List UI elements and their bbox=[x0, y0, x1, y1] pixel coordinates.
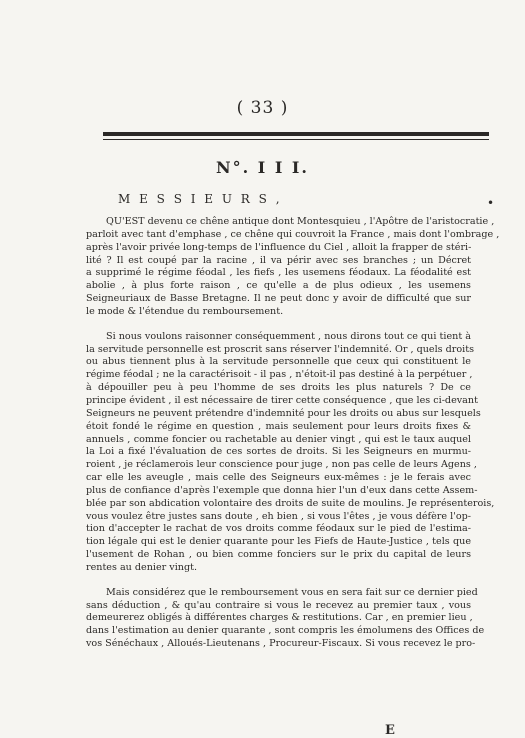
signature-mark: E bbox=[385, 723, 395, 738]
text-line: a supprimé le régime féodal , les fiefs , les usemens féodaux. La féodalité est bbox=[86, 267, 471, 279]
paragraph bbox=[86, 216, 500, 319]
text-line: QU'EST devenu ce chêne antique dont Montesquieu , l'Apôtre de l'aristocratie , bbox=[106, 216, 495, 227]
text-line: Mais considérez que le remboursement vous en sera fait sur ce dernier pied bbox=[106, 586, 478, 598]
text-line: la Loi a fixé l'évaluation de ces sortes de droits. Si les Seigneurs en murmu- bbox=[86, 446, 471, 458]
text-line: vos Sénéchaux , Alloués-Lieutenans , Procureur-Fiscaux. Si vous recevez le pro- bbox=[86, 638, 476, 650]
text-line: le mode & l'étendue du remboursement. bbox=[86, 305, 284, 317]
text-line: régime féodal ; ne la caractérisoit - il pas , n'étoit-il pas destiné à la perpétuer , bbox=[86, 369, 473, 381]
page-number: ( 33 ) bbox=[236, 98, 289, 118]
text-line: tion d'accepter le rachat de vos droits comme féodaux sur le pied de l'estima- bbox=[86, 523, 471, 535]
text-line: plus de confiance d'après l'exemple que donna hier l'un d'eux dans cette Assem- bbox=[86, 484, 478, 496]
paragraph-gap bbox=[86, 575, 471, 587]
body-text bbox=[86, 216, 500, 651]
text-line: vous voulez être justes sans doute , eh bien , si vous l'êtes , je vous défère l'op- bbox=[86, 510, 471, 522]
text-line: Si nous voulons raisonner conséquemment , nous dirons tout ce qui tient à bbox=[106, 330, 471, 342]
text-line: annuels , comme foncier ou rachetable au denier vingt , qui est le taux auquel bbox=[86, 433, 471, 445]
text-line: étoit fondé le régime en question , mais seulement pour leurs droits fixes & bbox=[86, 420, 471, 432]
text-line: Seigneuriaux de Basse Bretagne. Il ne peut donc y avoir de difficulté que sur bbox=[86, 293, 471, 305]
text-line: rentes au denier vingt. bbox=[86, 561, 197, 573]
text-line: principe évident , il est nécessaire de tirer cette conséquence , que les ci-devant bbox=[86, 394, 478, 406]
text-line: Seigneurs ne peuvent prétendre d'indemnité pour les droits ou abus sur lesquels bbox=[86, 407, 481, 419]
text-line: dans l'estimation au denier quarante , sont compris les émolumens des Offices de bbox=[86, 625, 485, 637]
text-line: l'usement de Rohan , ou bien comme fonciers sur le prix du capital de leurs bbox=[86, 549, 471, 561]
document-heading: N°. I I I. bbox=[216, 158, 309, 177]
text-line: après l'avoir privée long-temps de l'influence du Ciel , alloit la frapper de stéri- bbox=[86, 241, 472, 253]
header-rule-thick bbox=[103, 132, 489, 136]
text-line: ou abus tiennent plus à la servitude personnelle que ceux qui constituent le bbox=[86, 356, 471, 368]
margin-mark: • bbox=[487, 196, 495, 210]
text-line: sans déduction , & qu'au contraire si vous le recevez au premier taux , vous bbox=[86, 599, 471, 611]
text-line: lité ? Il est coupé par la racine , il va périr avec ses branches ; un Décret bbox=[86, 254, 471, 266]
text-line: demeurerez obligés à différentes charges & restitutions. Car , en premier lieu , bbox=[86, 612, 473, 624]
text-line: tion légale qui est le denier quarante pour les Fiefs de Haute-Justice , tels que bbox=[86, 536, 471, 548]
salutation: M E S S I E U R S , bbox=[118, 192, 283, 206]
header-rule-thin bbox=[103, 139, 489, 140]
text-line: la servitude personnelle est proscrit sans réserver l'indemnité. Or , quels droits bbox=[86, 343, 474, 355]
text-line: abolie , à plus forte raison , ce qu'elle a de plus odieux , les usemens bbox=[86, 280, 471, 292]
text-line: car elle les aveugle , mais celle des Seigneurs eux-mêmes : je le ferais avec bbox=[86, 472, 471, 484]
paragraph-gap bbox=[86, 319, 471, 331]
paragraph bbox=[86, 330, 495, 575]
text-line: à dépouiller peu à peu l'homme de ses droits les plus naturels ? De ce bbox=[86, 382, 471, 394]
text-line: roient , je réclamerois leur conscience pour juge , non pas celle de leurs Agens , bbox=[86, 459, 477, 471]
text-line: blée par son abdication volontaire des droits de suite de moulins. Je représenterois, bbox=[86, 497, 495, 509]
text-line: parloit avec tant d'emphase , ce chêne qui couvroit la France , mais dont l'ombrage , bbox=[86, 228, 500, 240]
paragraph bbox=[86, 586, 485, 651]
